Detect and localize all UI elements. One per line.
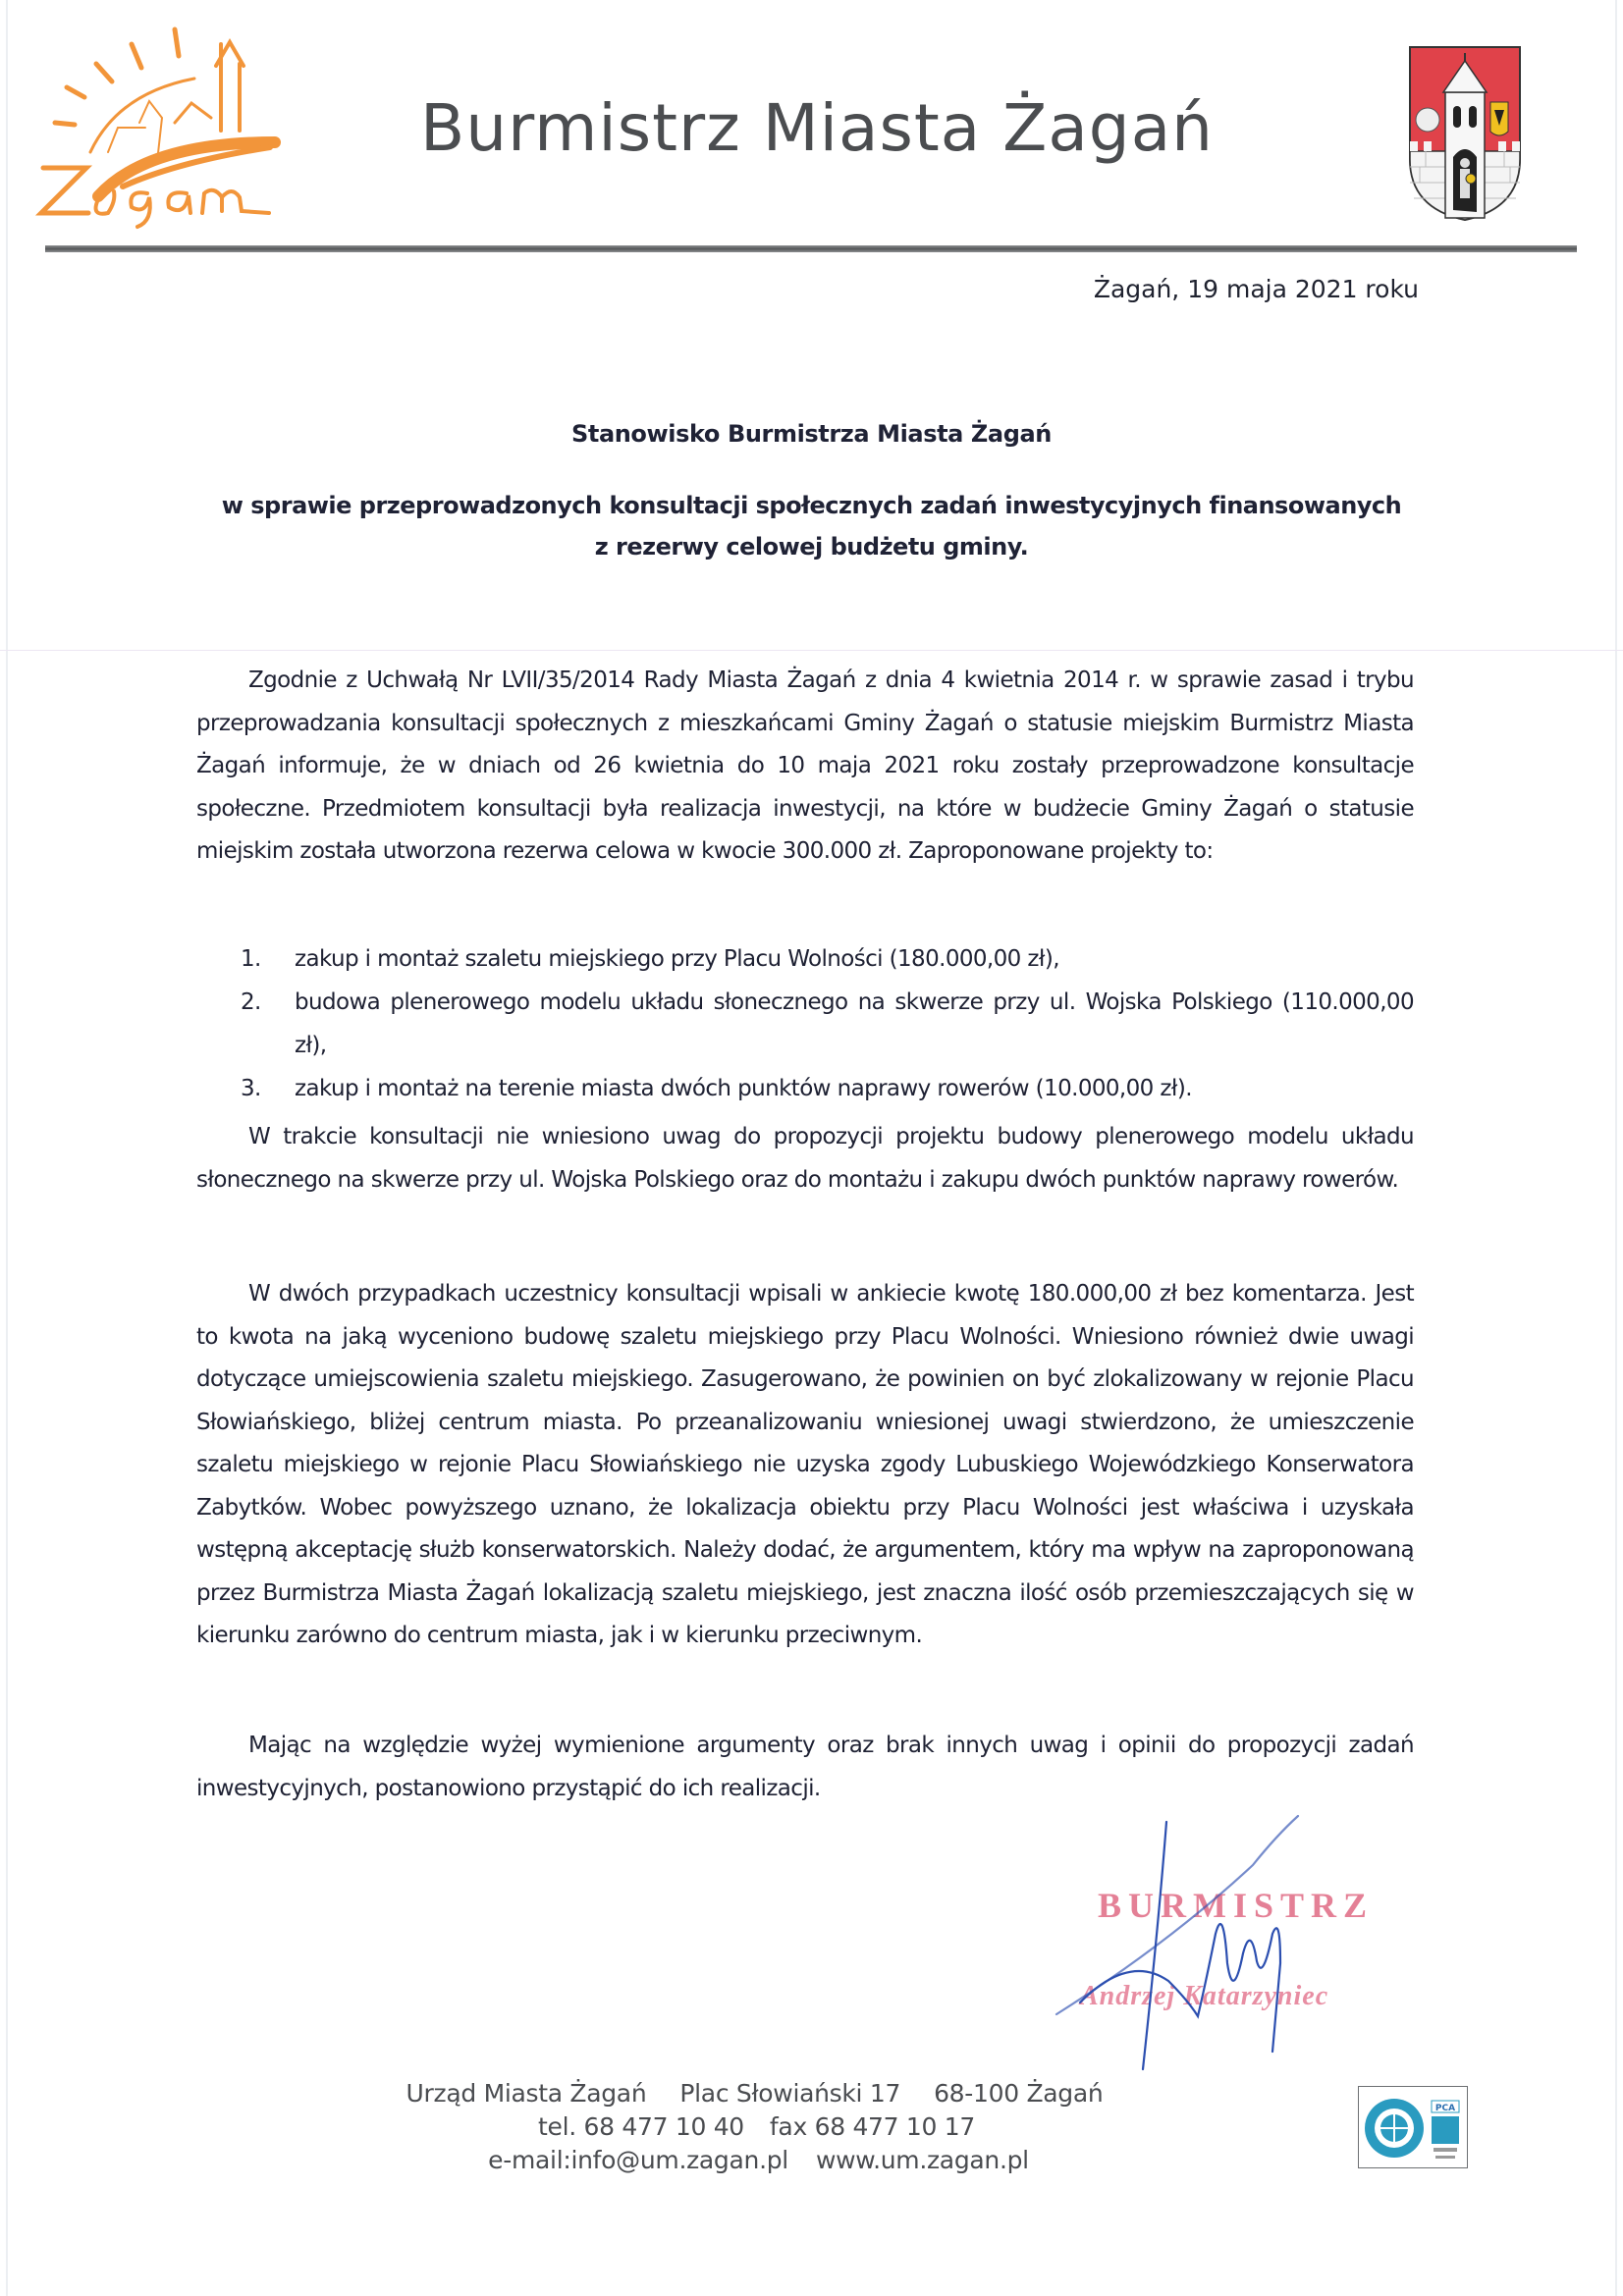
paragraph-3-text: W dwóch przypadkach uczestnicy konsultacji wpisali w ankiecie kwotę 180.000,00 zł bez komentarza. Jest to kwota na jaką wyceniono budowę szaletu miejskiego przy Placu Wolności. Wniesiono również dwie uwagi dotyczące umiejscowienia szaletu miejskiego. Zasugerowano, że powinien on być zlokalizowany w rejonie Placu Słowiańskiego, bliżej centrum miasta. Po przeanalizowaniu wniesionej uwagi stwierdzono, że umieszczenie szaletu miejskiego w rejonie Placu Słowiańskiego nie uzyska zgody Lubuskiego Wojewódzkiego Konserwatora Zabytków. Wobec powyższego uznano, że lokalizacja obiektu przy Placu Wolności jest właściwa i uzyskała wstępną akceptację służb konserwatorskich. Należy dodać, że argumentem, który ma wpływ na zaproponowaną przez Burmistrza Miasta Żagań lokalizacją szaletu miejskiego, jest znaczna ilość osób przemieszczających się w kierunku zarówno do centrum miasta, jak i w kierunku przeciwnym. <box>196 1281 1414 1648</box>
handwritten-signature-icon <box>1041 1806 1414 2081</box>
document-subtitle-line-2: z rezerwy celowej budżetu gminy. <box>594 533 1029 561</box>
paragraph-4-text: Mając na względzie wyżej wymienione argumenty oraz brak innych uwag i opinii do propozycji zadań inwestycyjnych, postanowiono przystąpić do ich realizacji. <box>196 1733 1414 1801</box>
paragraph-introduction <box>196 660 1414 874</box>
document-date: Żagań, 19 maja 2021 roku <box>1093 275 1419 303</box>
certification-badges <box>1358 2086 1468 2168</box>
document-subtitle <box>0 485 1623 567</box>
certification-badges-icon <box>1359 2087 1467 2167</box>
footer-www[interactable]: www.um.zagan.pl <box>815 2146 1029 2174</box>
document-subtitle-line-1: w sprawie przeprowadzonych konsultacji społecznych zadań inwestycyjnych finansowanych <box>221 492 1402 519</box>
cert-label-pca: PCA <box>1434 2104 1456 2113</box>
footer-address-line <box>0 2079 1566 2108</box>
project-item <box>241 981 1414 1067</box>
project-item <box>241 1067 1414 1110</box>
page-edge-left <box>6 0 8 2296</box>
header-divider <box>45 245 1577 252</box>
footer-postal: 68-100 Żagań <box>934 2079 1104 2108</box>
project-item <box>241 937 1414 981</box>
project-number: 2. <box>241 989 261 1015</box>
scan-artifact-line <box>0 650 1623 651</box>
paragraph-conclusion <box>196 1725 1414 1810</box>
project-text: budowa plenerowego modelu układu słonecznego na skwerze przy ul. Wojska Polskiego (110.000,00 zł), <box>295 989 1414 1058</box>
paragraph-2-text: W trakcie konsultacji nie wniesiono uwag do propozycji projektu budowy plenerowego modelu układu słonecznego na skwerze przy ul. Wojska Polskiego oraz do montażu i zakupu dwóch punktów naprawy rowerów. <box>196 1124 1414 1193</box>
paragraph-1-text: Zgodnie z Uchwałą Nr LVII/35/2014 Rady Miasta Żagań z dnia 4 kwietnia 2014 r. w sprawie zasad i trybu przeprowadzania konsultacji społecznych z mieszkańcami Gminy Żagań o statusie miejskim Burmistrz Miasta Żagań informuje, że w dniach od 26 kwietnia do 10 maja 2021 roku zostały przeprowadzone konsultacje społeczne. Przedmiotem konsultacji była realizacja inwestycji, na które w budżecie Gminy Żagań o statusie miejskim została utworzona rezerwa celowa w kwocie 300.000 zł. Zaproponowane projekty to: <box>196 667 1414 864</box>
stamp-name: Andrzej Katarzyniec <box>1080 1981 1329 2011</box>
paragraph-no-objections <box>196 1116 1414 1201</box>
footer-contact-line <box>0 2146 1570 2174</box>
document-title: Stanowisko Burmistrza Miasta Żagań <box>570 420 1052 448</box>
project-number: 1. <box>241 946 261 972</box>
footer-fax: fax 68 477 10 17 <box>769 2112 975 2141</box>
footer-tel: tel. 68 477 10 40 <box>538 2112 744 2141</box>
footer-phone-line <box>0 2112 1568 2141</box>
coat-of-arms-icon <box>1406 43 1524 222</box>
zagan-town-logo-icon <box>29 25 285 231</box>
page-edge-right <box>1615 0 1617 2296</box>
project-number: 3. <box>241 1076 261 1101</box>
header-title: Burmistrz Miasta Żagań <box>420 90 1214 166</box>
footer-email: e-mail:info@um.zagan.pl <box>488 2146 788 2174</box>
footer-street: Plac Słowiański 17 <box>679 2079 901 2108</box>
project-text: zakup i montaż na terenie miasta dwóch punktów naprawy rowerów (10.000,00 zł). <box>295 1076 1192 1101</box>
paragraph-toilet-location <box>196 1273 1414 1658</box>
project-text: zakup i montaż szaletu miejskiego przy Placu Wolności (180.000,00 zł), <box>295 946 1059 972</box>
stamp-title: BURMISTRZ <box>1098 1886 1375 1925</box>
projects-list <box>241 937 1414 1110</box>
footer-office: Urząd Miasta Żagań <box>406 2079 647 2108</box>
